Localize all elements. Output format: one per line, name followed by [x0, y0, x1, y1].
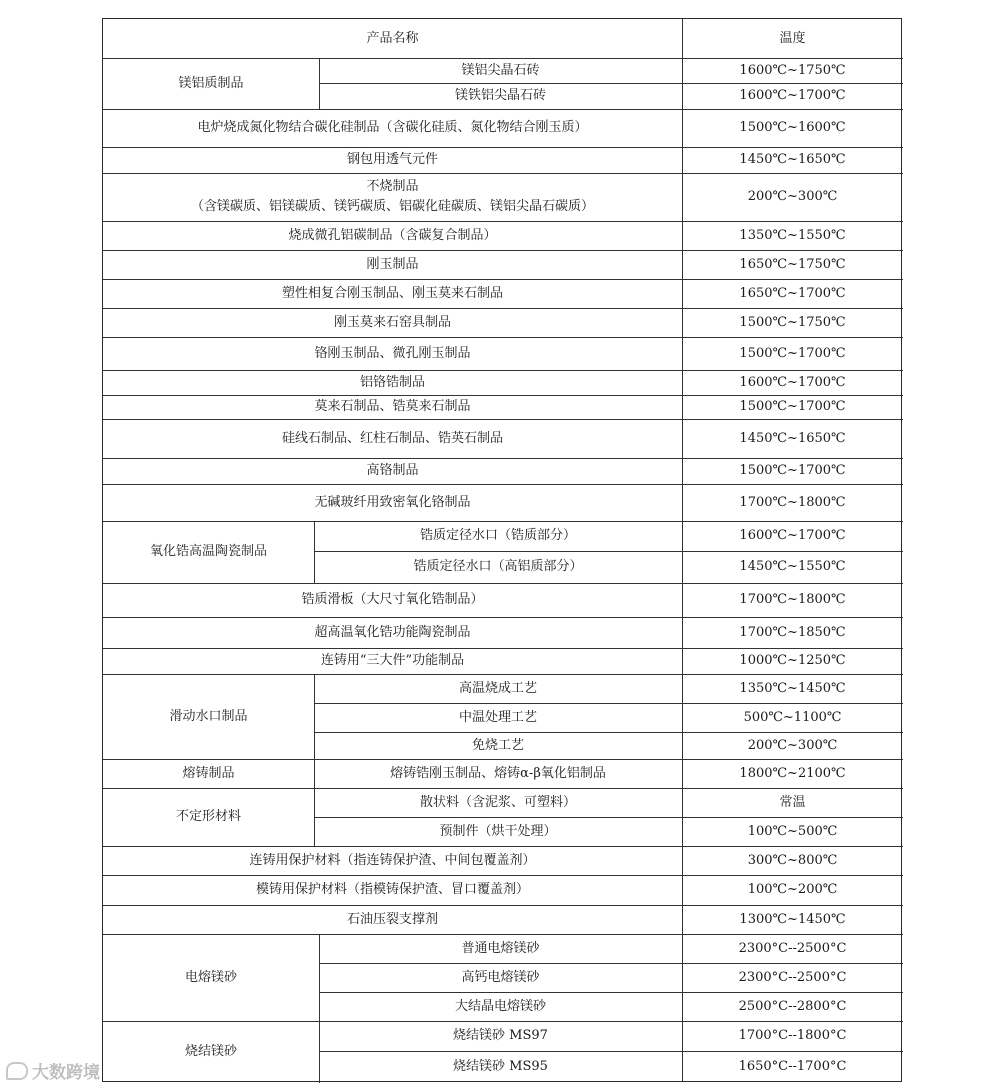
product-name-cell: 无碱玻纤用致密氧化铬制品	[314, 494, 471, 510]
group-name-cell: 不定形材料	[175, 809, 241, 824]
product-name-cell: 超高温氧化锆功能陶瓷制品	[314, 624, 471, 640]
temperature-cell: 1500℃~1700℃	[739, 345, 846, 361]
temperature-cell: 1500℃~1700℃	[739, 399, 846, 414]
temperature-cell: 1700°C--1800°C	[738, 1028, 847, 1043]
product-name-cell: 塑性相复合刚玉制品、刚玉莫来石制品	[281, 285, 503, 301]
temperature-cell: 2500°C--2800°C	[738, 998, 847, 1014]
column-divider	[314, 674, 315, 759]
temperature-cell: 1700℃~1800℃	[739, 592, 846, 607]
column-divider	[319, 934, 320, 1021]
temperature-cell: 1600℃~1700℃	[739, 374, 846, 390]
sub-product-name-cell: 镁铝尖晶石砖	[461, 62, 540, 78]
product-name-cell: 模铸用保护材料（指模铸保护渣、冒口覆盖剂）	[255, 882, 529, 897]
temperature-cell: 200℃~300℃	[747, 189, 838, 204]
temperature-cell: 1000℃~1250℃	[739, 653, 846, 668]
temperature-cell: 200℃~300℃	[747, 737, 838, 753]
temperature-cell: 300℃~800℃	[747, 852, 838, 868]
product-name-cell: 刚玉制品	[366, 256, 419, 272]
temperature-cell: 1800℃~2100℃	[739, 765, 846, 781]
column-divider	[319, 1021, 320, 1083]
sub-product-name-cell: 烧结镁砂 MS97	[453, 1028, 548, 1043]
column-divider	[314, 788, 315, 846]
sub-product-name-cell: 中温处理工艺	[458, 709, 537, 725]
product-name-cell: 钢包用透气元件	[346, 152, 438, 167]
sub-product-name-cell: 烧结镁砂 MS95	[453, 1059, 548, 1074]
sub-product-name-cell: 镁铁铝尖晶石砖	[454, 88, 546, 103]
product-name-cell: 石油压裂支撑剂	[346, 911, 438, 927]
sub-product-name-cell: 预制件（烘干处理）	[439, 823, 557, 839]
temperature-cell: 100℃~500℃	[747, 823, 838, 839]
temperature-cell: 2300°C--2500°C	[738, 969, 847, 985]
product-name-cell: 铝铬锆制品	[359, 374, 425, 390]
product-name-cell: 莫来石制品、锆莫来石制品	[314, 399, 471, 414]
temperature-cell: 1600℃~1700℃	[739, 528, 846, 543]
header-product-name: 产品名称	[366, 30, 419, 46]
column-divider	[314, 759, 315, 788]
temperature-cell: 常温	[779, 794, 806, 810]
sub-product-name-cell: 熔铸锆刚玉制品、熔铸α-β氧化铝制品	[390, 765, 606, 781]
chat-bubble-logo-icon	[6, 1062, 28, 1080]
column-divider	[314, 521, 315, 583]
temperature-cell: 1450℃~1650℃	[739, 152, 846, 167]
temperature-cell: 1500℃~1700℃	[739, 463, 846, 478]
sub-product-name-cell: 锆质定径水口（锆质部分）	[419, 528, 576, 543]
temperature-cell: 1700℃~1850℃	[739, 624, 846, 640]
temperature-cell: 1300℃~1450℃	[739, 911, 846, 927]
temperature-cell: 1600℃~1750℃	[739, 62, 846, 78]
product-name-line1: 不烧制品	[366, 179, 419, 194]
product-name-cell: 高铬制品	[366, 463, 419, 478]
sub-product-name-cell: 普通电熔镁砂	[461, 940, 540, 956]
product-name-cell: 锆质滑板（大尺寸氧化锆制品）	[301, 592, 484, 607]
column-divider	[682, 19, 683, 1081]
temperature-cell: 1650°C--1700°C	[738, 1059, 847, 1074]
header-temperature: 温度	[779, 30, 806, 46]
temperature-cell: 1650℃~1700℃	[739, 285, 846, 301]
temperature-cell: 1350℃~1550℃	[739, 227, 846, 243]
refractory-temperature-table	[102, 18, 902, 1082]
temperature-cell: 1650℃~1750℃	[739, 256, 846, 272]
group-name-cell: 滑动水口制品	[169, 708, 248, 724]
sub-product-name-cell: 高钙电熔镁砂	[461, 969, 540, 985]
watermark-text: 大数跨境	[32, 1063, 100, 1083]
column-divider	[319, 58, 320, 109]
group-name-cell: 氧化锆高温陶瓷制品	[149, 544, 267, 559]
product-name-cell: 连铸用保护材料（指连铸保护渣、中间包覆盖剂）	[249, 852, 536, 868]
temperature-cell: 1450℃~1650℃	[739, 430, 846, 446]
temperature-cell: 100℃~200℃	[747, 882, 838, 897]
group-name-cell: 镁铝质制品	[178, 75, 244, 91]
product-name-cell: 铬刚玉制品、微孔刚玉制品	[314, 345, 471, 361]
product-name-line2: （含镁碳质、铝镁碳质、镁钙碳质、铝碳化硅碳质、镁铝尖晶石碳质）	[190, 199, 594, 214]
product-name-cell: 电炉烧成氮化物结合碳化硅制品（含碳化硅质、氮化物结合刚玉质）	[197, 120, 588, 135]
product-name-cell: 刚玉莫来石窑具制品	[333, 314, 451, 330]
temperature-cell: 1700℃~1800℃	[739, 494, 846, 510]
sub-product-name-cell: 高温烧成工艺	[458, 680, 537, 696]
product-name-cell: 硅线石制品、红柱石制品、锆英石制品	[281, 430, 503, 446]
watermark	[6, 1058, 100, 1083]
temperature-cell: 1600℃~1700℃	[739, 88, 846, 103]
sub-product-name-cell: 免烧工艺	[471, 737, 524, 753]
sub-product-name-cell: 大结晶电熔镁砂	[454, 998, 546, 1014]
group-name-cell: 烧结镁砂	[184, 1044, 237, 1059]
product-name-cell: 连铸用“三大件”功能制品	[320, 653, 465, 668]
temperature-cell: 1500℃~1750℃	[739, 314, 846, 330]
temperature-cell: 500℃~1100℃	[743, 709, 842, 725]
temperature-cell: 1450℃~1550℃	[739, 559, 846, 574]
product-name-cell	[103, 173, 682, 221]
temperature-cell: 1350℃~1450℃	[739, 680, 846, 696]
group-name-cell: 熔铸制品	[182, 765, 235, 781]
group-name-cell: 电熔镁砂	[184, 969, 237, 985]
temperature-cell: 1500℃~1600℃	[739, 120, 846, 135]
sub-product-name-cell: 散状料（含泥浆、可塑料）	[419, 794, 576, 810]
temperature-cell: 2300°C--2500°C	[738, 940, 847, 956]
product-name-cell: 烧成微孔铝碳制品（含碳复合制品）	[288, 227, 497, 243]
sub-product-name-cell: 锆质定径水口（高铝质部分）	[413, 559, 583, 574]
